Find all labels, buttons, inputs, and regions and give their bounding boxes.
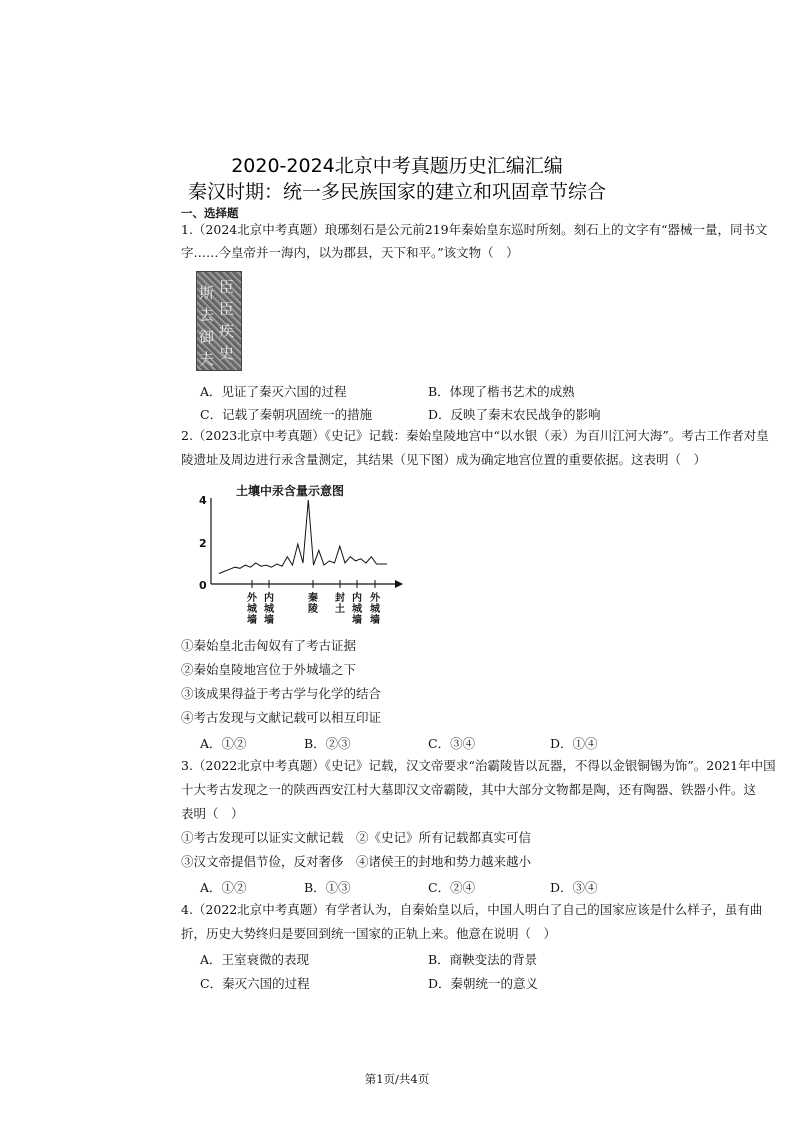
q4-option-b: B．商鞅变法的背景 <box>428 952 538 967</box>
x-axis-label: 外城墙 <box>247 593 257 626</box>
q3-option-b: B．①③ <box>304 880 351 895</box>
q3-option-c: C．②④ <box>428 880 476 895</box>
q3-option-a: A．①② <box>200 880 247 895</box>
q2-stem-line2: 陵遗址及周边进行汞含量测定，其结果（见下图）成为确定地宫位置的重要依据。这表明（ ） <box>181 452 707 467</box>
q2-option-b: B．②③ <box>304 736 351 751</box>
page-number: 第1页/共4页 <box>364 1072 430 1086</box>
document-title: 2020-2024北京中考真题历史汇编汇编 <box>231 155 563 177</box>
q2-statement-3: ③该成果得益于考古学与化学的结合 <box>181 686 382 701</box>
q1-stem-line2: 字……今皇帝并一海内，以为郡县，天下和平。”该文物（ ） <box>181 245 519 260</box>
q2-option-d: D．①④ <box>550 736 598 751</box>
q2-statement-4: ④考古发现与文献记载可以相互印证 <box>181 710 382 725</box>
q4-stem-line2: 折，历史大势终归是要回到统一国家的正轨上来。他意在说明（ ） <box>181 926 557 941</box>
stele-glyph: 疾 <box>219 322 235 340</box>
x-axis-label: 封土 <box>335 593 345 615</box>
q2-statement-1: ①秦始皇北击匈奴有了考古证据 <box>181 638 357 653</box>
q3-statements-row1: ①考古发现可以证实文献记载 ②《史记》所有记载都真实可信 <box>181 830 532 845</box>
q4-option-c: C．秦灭六国的过程 <box>200 976 310 991</box>
stele-glyph: 史 <box>219 344 235 362</box>
q4-option-a: A．王室衰微的表现 <box>200 952 310 967</box>
langya-stele-image <box>196 271 242 371</box>
q3-stem-line3: 表明（ ） <box>181 806 244 821</box>
q1-option-b: B．体现了楷书艺术的成熟 <box>428 384 575 399</box>
q2-stem-line1: 2.（2023北京中考真题）《史记》记载：秦始皇陵地宫中“以水银（汞）为百川江河大海”。考古工作者对皇 <box>181 428 769 443</box>
q2-option-c: C．③④ <box>428 736 476 751</box>
q4-stem-line1: 4.（2022北京中考真题）有学者认为，自秦始皇以后，中国人明白了自己的国家应该是什么样子，虽有曲 <box>181 902 763 917</box>
x-axis-label: 秦陵 <box>308 593 318 615</box>
q3-statements-row2: ③汉文帝提倡节俭，反对奢侈 ④诸侯王的封地和势力越来越小 <box>181 854 532 869</box>
q3-stem-line1: 3.（2022北京中考真题）《史记》记载，汉文帝要求“治霸陵皆以瓦器，不得以金银铜锡为饰”。2021年中国 <box>181 758 776 773</box>
stele-glyph: 御 <box>199 328 215 346</box>
y-tick-label: 2 <box>199 537 207 550</box>
x-axis-label: 外城墙 <box>370 593 380 626</box>
q2-option-a: A．①② <box>200 736 247 751</box>
x-axis-label: 内城墙 <box>264 593 274 626</box>
q2-statement-2: ②秦始皇陵地宫位于外城墙之下 <box>181 662 357 677</box>
document-subtitle: 秦汉时期：统一多民族国家的建立和巩固章节综合 <box>187 181 606 203</box>
q1-option-c: C．记载了秦朝巩固统一的措施 <box>200 407 373 422</box>
q1-option-d: D．反映了秦末农民战争的影响 <box>428 407 601 422</box>
x-axis-label: 内城墙 <box>352 593 362 626</box>
stele-glyph: 去 <box>199 306 215 324</box>
q1-stem-line1: 1.（2024北京中考真题）琅琊刻石是公元前219年秦始皇东巡时所刻。刻石上的文字有“器械一量，同书文 <box>181 222 768 237</box>
x-axis-arrow <box>395 580 403 588</box>
stele-glyph: 臣 <box>219 278 235 296</box>
stele-glyph: 臣 <box>219 300 235 318</box>
q3-stem-line2: 十大考古发现之一的陕西西安江村大墓即汉文帝霸陵，其中大部分文物都是陶，还有陶器、铁器小件。这 <box>181 782 757 797</box>
y-tick-label: 4 <box>199 494 207 507</box>
x-axis-labels <box>247 580 381 626</box>
chart-title: 土壤中汞含量示意图 <box>235 484 345 498</box>
q1-option-a: A．见证了秦灭六国的过程 <box>200 384 347 399</box>
y-tick-label: 0 <box>199 579 207 592</box>
mercury-series-line <box>219 500 387 574</box>
q3-option-d: D．③④ <box>550 880 598 895</box>
section-heading: 一、选择题 <box>181 206 239 220</box>
stele-glyph: 斯 <box>199 284 215 302</box>
mercury-content-chart <box>185 476 415 628</box>
q4-option-d: D．秦朝统一的意义 <box>428 976 539 991</box>
stele-glyph: 夫 <box>199 350 215 368</box>
